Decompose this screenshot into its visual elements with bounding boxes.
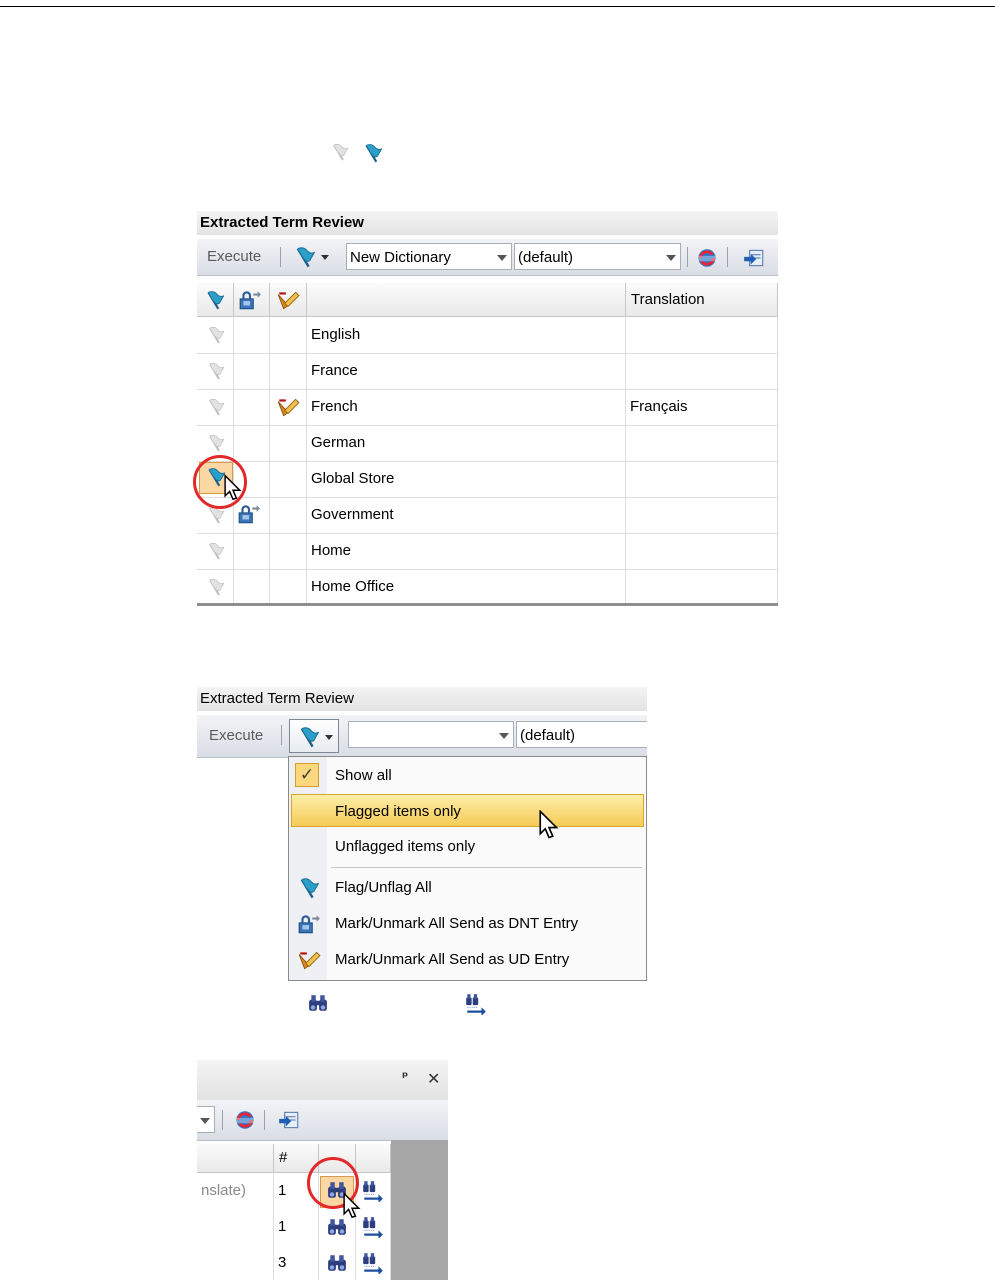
extracted-term-review-panel bbox=[197, 211, 778, 607]
ud-cell[interactable] bbox=[270, 389, 307, 425]
menu-item-mark-ud[interactable] bbox=[291, 943, 644, 976]
profile-select[interactable] bbox=[516, 721, 647, 748]
ud-cell[interactable] bbox=[270, 533, 307, 569]
flag-icon bbox=[206, 397, 226, 417]
count-cell: 3 bbox=[274, 1245, 319, 1280]
term-cell[interactable]: English bbox=[307, 317, 626, 353]
term-cell[interactable]: France bbox=[307, 353, 626, 389]
find-next-column-header[interactable] bbox=[356, 1144, 391, 1172]
binoculars-icon bbox=[325, 1253, 349, 1273]
lock-arrow-icon bbox=[297, 912, 321, 936]
page-top-rule bbox=[0, 6, 995, 7]
term-cell[interactable]: Home Office bbox=[307, 569, 626, 605]
dnt-column-header[interactable] bbox=[234, 283, 270, 316]
profile-select[interactable] bbox=[514, 243, 681, 270]
menu-item-unflagged-only[interactable] bbox=[291, 830, 644, 863]
panel-title: Extracted Term Review bbox=[197, 687, 647, 711]
check-icon: ✓ bbox=[295, 763, 319, 787]
find-next-cell[interactable] bbox=[356, 1173, 391, 1209]
menu-item-label: Mark/Unmark All Send as UD Entry bbox=[335, 951, 570, 968]
panel-titlebar bbox=[197, 1060, 448, 1100]
count-cell: 1 bbox=[274, 1209, 319, 1245]
menu-item-mark-dnt[interactable] bbox=[291, 907, 644, 940]
menu-item-flag-all[interactable] bbox=[291, 871, 644, 904]
ud-entry-icon bbox=[276, 396, 300, 418]
translation-cell[interactable] bbox=[626, 533, 778, 569]
ud-cell[interactable] bbox=[270, 497, 307, 533]
term-cell[interactable]: Home bbox=[307, 533, 626, 569]
flag-icon bbox=[206, 325, 226, 345]
dictionary-select[interactable] bbox=[348, 721, 514, 748]
translation-cell[interactable] bbox=[626, 353, 778, 389]
term-cell[interactable]: German bbox=[307, 425, 626, 461]
toolbar bbox=[197, 715, 647, 758]
translation-cell[interactable] bbox=[626, 569, 778, 605]
table-row[interactable] bbox=[197, 533, 778, 570]
ud-cell[interactable] bbox=[270, 569, 307, 605]
chevron-down-icon bbox=[497, 255, 507, 261]
chevron-down-icon bbox=[499, 733, 509, 739]
toolbar-separator bbox=[222, 1110, 223, 1130]
flag-icon bbox=[297, 876, 321, 900]
profile-select-value: (default) bbox=[518, 249, 574, 266]
find-next-cell[interactable] bbox=[356, 1245, 391, 1280]
dictionary-select-value: New Dictionary bbox=[350, 249, 451, 266]
dnt-cell[interactable] bbox=[234, 389, 270, 425]
ud-entry-icon bbox=[297, 948, 321, 972]
toolbar-separator bbox=[687, 247, 688, 267]
ud-column-header[interactable] bbox=[270, 283, 307, 316]
flag-column-header[interactable] bbox=[197, 283, 234, 316]
source-cell[interactable] bbox=[197, 1209, 274, 1245]
menu-separator bbox=[331, 867, 642, 868]
toolbar-separator bbox=[264, 1110, 265, 1130]
mouse-cursor-icon bbox=[343, 1192, 361, 1220]
extracted-term-review-panel-menu bbox=[197, 687, 647, 759]
unflagged-flag-icon bbox=[330, 142, 350, 162]
import-icon[interactable] bbox=[742, 246, 766, 270]
flag-icon bbox=[204, 289, 226, 311]
toolbar-separator bbox=[281, 725, 282, 745]
mouse-cursor-icon bbox=[224, 474, 242, 502]
table-row[interactable] bbox=[197, 317, 778, 354]
flag-icon bbox=[206, 541, 226, 561]
table-row[interactable] bbox=[197, 389, 778, 426]
menu-item-label: Mark/Unmark All Send as DNT Entry bbox=[335, 915, 579, 932]
table-row[interactable] bbox=[197, 1173, 391, 1210]
count-cell: 1 bbox=[274, 1173, 319, 1209]
table-row[interactable] bbox=[197, 1245, 391, 1280]
toolbar bbox=[197, 1100, 448, 1141]
binoculars-icon bbox=[306, 993, 330, 1013]
menu-item-show-all[interactable] bbox=[291, 759, 644, 792]
flag-cell[interactable] bbox=[197, 389, 234, 425]
flag-cell[interactable] bbox=[197, 569, 234, 605]
chevron-down-icon bbox=[325, 735, 333, 740]
grid-empty-area bbox=[391, 1140, 448, 1280]
ud-cell[interactable] bbox=[270, 461, 307, 497]
dictionary-select[interactable] bbox=[346, 243, 512, 270]
translation-cell[interactable] bbox=[626, 497, 778, 533]
term-column-header[interactable] bbox=[307, 283, 626, 316]
ud-cell[interactable] bbox=[270, 353, 307, 389]
menu-item-label: Flag/Unflag All bbox=[335, 879, 432, 896]
panel-title: Extracted Term Review bbox=[197, 211, 778, 235]
term-cell[interactable]: French bbox=[307, 389, 626, 425]
dnt-cell[interactable] bbox=[234, 353, 270, 389]
dnt-cell[interactable] bbox=[234, 317, 270, 353]
count-column-header[interactable]: # bbox=[274, 1144, 319, 1172]
translation-cell[interactable] bbox=[626, 317, 778, 353]
close-icon[interactable]: ✕ bbox=[427, 1069, 441, 1088]
find-next-icon bbox=[464, 993, 488, 1015]
source-cell[interactable] bbox=[197, 1245, 274, 1280]
find-next-cell[interactable] bbox=[356, 1209, 391, 1245]
refresh-icon[interactable] bbox=[233, 1108, 257, 1132]
translation-column-header[interactable]: Translation bbox=[626, 283, 778, 316]
toolbar-separator bbox=[727, 247, 728, 267]
menu-item-label: Flagged items only bbox=[335, 803, 461, 820]
source-cell[interactable]: nslate) bbox=[197, 1173, 274, 1209]
pin-icon[interactable]: ᵖ bbox=[402, 1070, 409, 1085]
flagged-flag-icon bbox=[362, 142, 384, 164]
menu-item-label: Unflagged items only bbox=[335, 838, 476, 855]
table-row[interactable] bbox=[197, 353, 778, 390]
toolbar bbox=[197, 239, 778, 276]
dnt-cell[interactable] bbox=[234, 569, 270, 605]
term-cell[interactable]: Global Store bbox=[307, 461, 626, 497]
flag-filter-menu bbox=[288, 756, 647, 981]
flag-icon bbox=[206, 577, 226, 597]
flag-filter-dropdown[interactable] bbox=[289, 719, 339, 753]
binoculars-icon bbox=[325, 1217, 349, 1237]
table-row[interactable] bbox=[197, 425, 778, 462]
toolbar-separator bbox=[280, 247, 281, 267]
flag-icon bbox=[297, 725, 321, 749]
flag-cell[interactable] bbox=[197, 533, 234, 569]
table-row[interactable] bbox=[197, 497, 778, 534]
flag-icon bbox=[206, 433, 226, 453]
ud-entry-icon bbox=[276, 289, 300, 311]
find-next-icon bbox=[361, 1252, 385, 1274]
flag-icon bbox=[206, 361, 226, 381]
grid-bottom-border bbox=[197, 603, 778, 606]
chevron-down-icon bbox=[321, 255, 329, 260]
ud-cell[interactable] bbox=[270, 317, 307, 353]
lock-arrow-icon bbox=[238, 289, 262, 311]
table-row[interactable] bbox=[197, 569, 778, 606]
term-cell[interactable]: Government bbox=[307, 497, 626, 533]
menu-item-flagged-only[interactable] bbox=[291, 794, 644, 827]
menu-item-label: Show all bbox=[335, 767, 392, 784]
find-cell[interactable] bbox=[319, 1245, 356, 1280]
translation-cell[interactable] bbox=[626, 461, 778, 497]
ud-cell[interactable] bbox=[270, 425, 307, 461]
source-column-header[interactable] bbox=[197, 1144, 274, 1172]
select-tail[interactable] bbox=[197, 1106, 215, 1133]
import-icon[interactable] bbox=[277, 1108, 301, 1132]
flag-cell[interactable] bbox=[197, 317, 234, 353]
table-row[interactable] bbox=[197, 461, 778, 498]
mouse-cursor-icon bbox=[539, 810, 559, 840]
execute-button[interactable]: Execute bbox=[209, 727, 264, 744]
flag-icon bbox=[293, 245, 317, 269]
grid-header bbox=[197, 283, 778, 317]
grid-header bbox=[197, 1144, 391, 1173]
lock-arrow-icon bbox=[237, 503, 261, 525]
profile-select-value: (default) bbox=[520, 727, 576, 744]
translation-cell[interactable]: Français bbox=[626, 389, 778, 425]
chevron-down-icon bbox=[666, 255, 676, 261]
flag-filter-dropdown[interactable] bbox=[293, 245, 333, 269]
chevron-down-icon bbox=[200, 1118, 210, 1124]
dnt-cell[interactable] bbox=[234, 497, 270, 533]
find-next-icon bbox=[361, 1216, 385, 1238]
execute-button[interactable]: Execute bbox=[207, 248, 262, 265]
flag-cell[interactable] bbox=[197, 353, 234, 389]
translation-cell[interactable] bbox=[626, 425, 778, 461]
dnt-cell[interactable] bbox=[234, 533, 270, 569]
find-next-icon bbox=[361, 1180, 385, 1202]
refresh-icon[interactable] bbox=[695, 246, 719, 270]
dnt-cell[interactable] bbox=[234, 425, 270, 461]
table-row[interactable] bbox=[197, 1209, 391, 1246]
